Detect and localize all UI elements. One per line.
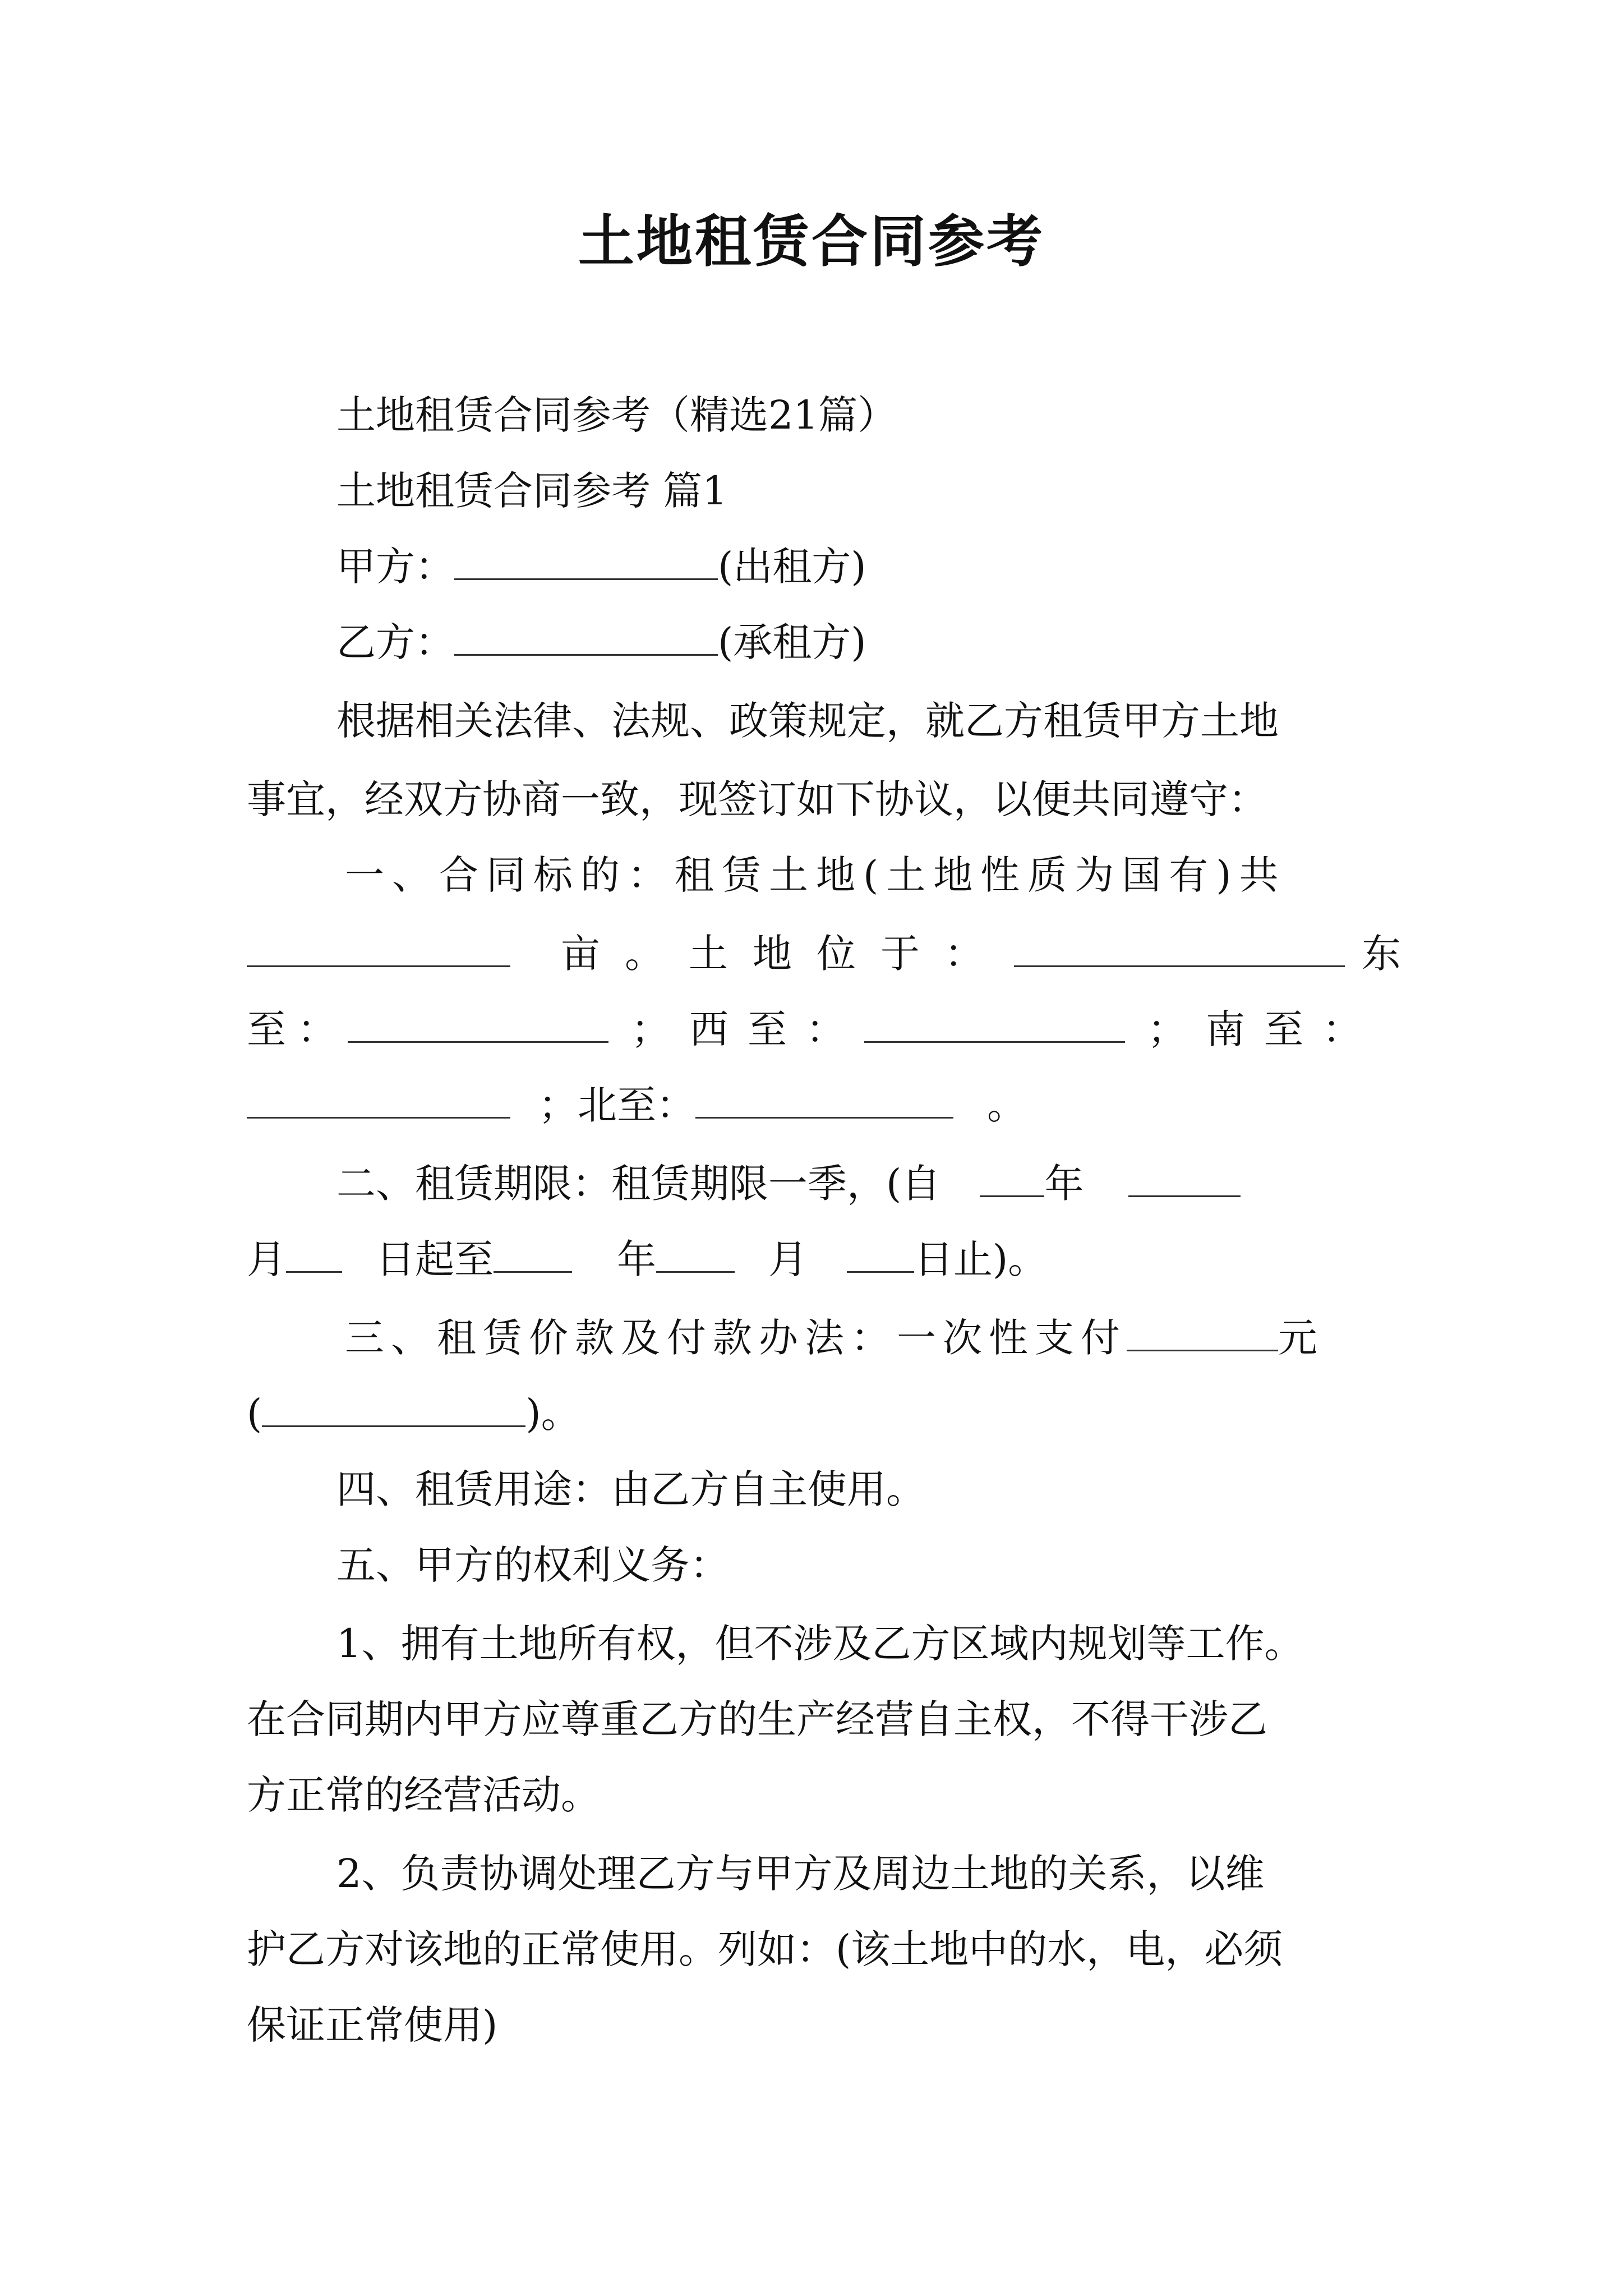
party-b-role: (承租方) bbox=[718, 619, 866, 665]
clause2-year-blank bbox=[980, 1161, 1044, 1197]
clause3-words-blank bbox=[262, 1391, 525, 1427]
item1-line-1: 1、拥有土地所有权，但不涉及乙方区域内规划等工作。 bbox=[336, 1621, 1304, 1667]
clause2-day-end: 日止)。 bbox=[914, 1236, 1048, 1282]
clause3-yuan: 元 bbox=[1278, 1315, 1317, 1361]
clause2-month2-blank bbox=[656, 1236, 735, 1273]
document-subtitle: 土地租赁合同参考（精选21篇） bbox=[336, 392, 897, 438]
clause1-location-blank bbox=[1014, 931, 1345, 967]
clause2-month2: 月 bbox=[768, 1236, 808, 1282]
clause1-east-blank bbox=[348, 1006, 608, 1043]
clause3-line-1 bbox=[345, 1310, 1317, 1366]
clause1-west-to: ；西至： bbox=[631, 1006, 864, 1052]
party-a-role: (出租方) bbox=[718, 544, 866, 590]
clause1-west-blank bbox=[864, 1006, 1125, 1043]
clause3-paren-open: ( bbox=[247, 1391, 262, 1437]
party-a-line bbox=[336, 539, 866, 595]
party-b-label: 乙方： bbox=[336, 619, 454, 665]
intro-line-1: 根据相关法律、法规、政策规定，就乙方租赁甲方土地 bbox=[336, 698, 1279, 744]
section-heading: 土地租赁合同参考 篇1 bbox=[336, 468, 727, 514]
clause2-day-from: 日起至 bbox=[376, 1236, 494, 1282]
clause1-north-blank bbox=[695, 1082, 953, 1119]
party-b-line bbox=[336, 614, 866, 670]
clause3-paren-close: )。 bbox=[525, 1391, 580, 1437]
clause1-line-3 bbox=[247, 1001, 1381, 1057]
party-b-blank bbox=[454, 619, 718, 656]
clause2-month: 月 bbox=[247, 1236, 286, 1282]
clause1-line-2 bbox=[247, 926, 1401, 982]
clause2-start: 二、租赁期限：租赁期限一季，(自 bbox=[336, 1161, 941, 1207]
item1-line-2: 在合同期内甲方应尊重乙方的生产经营自主权，不得干涉乙 bbox=[247, 1696, 1267, 1742]
clause2-year2: 年 bbox=[617, 1236, 656, 1282]
clause3-line-2 bbox=[247, 1386, 580, 1442]
clause1-line-1: 一、合同标的：租赁土地(土地性质为国有)共 bbox=[345, 852, 1287, 898]
party-a-label: 甲方： bbox=[336, 544, 454, 590]
intro-line-2: 事宜，经双方协商一致，现签订如下协议，以便共同遵守： bbox=[247, 776, 1267, 822]
document-title: 土地租赁合同参考 bbox=[578, 208, 1045, 274]
clause1-east: 东 bbox=[1362, 931, 1401, 977]
clause3-start: 三、租赁价款及付款办法：一次性支付 bbox=[345, 1315, 1127, 1361]
clause1-line-4 bbox=[247, 1077, 1026, 1133]
item1-line-3: 方正常的经营活动。 bbox=[247, 1772, 600, 1818]
clause2-month-blank bbox=[1128, 1161, 1241, 1197]
clause4-line: 四、租赁用途：由乙方自主使用。 bbox=[336, 1466, 925, 1512]
clause1-mu-text: 亩。土地位于： bbox=[561, 931, 1008, 977]
clause5-line: 五、甲方的权利义务： bbox=[336, 1542, 729, 1588]
clause2-day-blank bbox=[286, 1236, 342, 1273]
item2-line-1: 2、负责协调处理乙方与甲方及周边土地的关系，以维 bbox=[336, 1851, 1265, 1897]
clause2-year: 年 bbox=[1044, 1161, 1084, 1207]
clause1-south-blank bbox=[247, 1082, 510, 1119]
clause2-line-2 bbox=[247, 1231, 1047, 1287]
clause2-day2-blank bbox=[847, 1236, 914, 1273]
clause1-south-to: ；南至： bbox=[1147, 1006, 1381, 1052]
clause1-mu-blank bbox=[247, 931, 510, 967]
clause1-end: 。 bbox=[987, 1082, 1026, 1128]
party-a-blank bbox=[454, 544, 718, 580]
clause2-line-1 bbox=[336, 1156, 1241, 1212]
clause3-amount-blank bbox=[1127, 1315, 1278, 1351]
clause2-year2-blank bbox=[494, 1236, 572, 1273]
item2-line-2: 护乙方对该地的正常使用。列如：(该土地中的水，电，必须 bbox=[247, 1926, 1283, 1972]
clause1-north-to: ；北至： bbox=[538, 1082, 695, 1128]
item2-line-3: 保证正常使用) bbox=[247, 2002, 498, 2048]
clause1-east-to: 至： bbox=[247, 1006, 348, 1052]
